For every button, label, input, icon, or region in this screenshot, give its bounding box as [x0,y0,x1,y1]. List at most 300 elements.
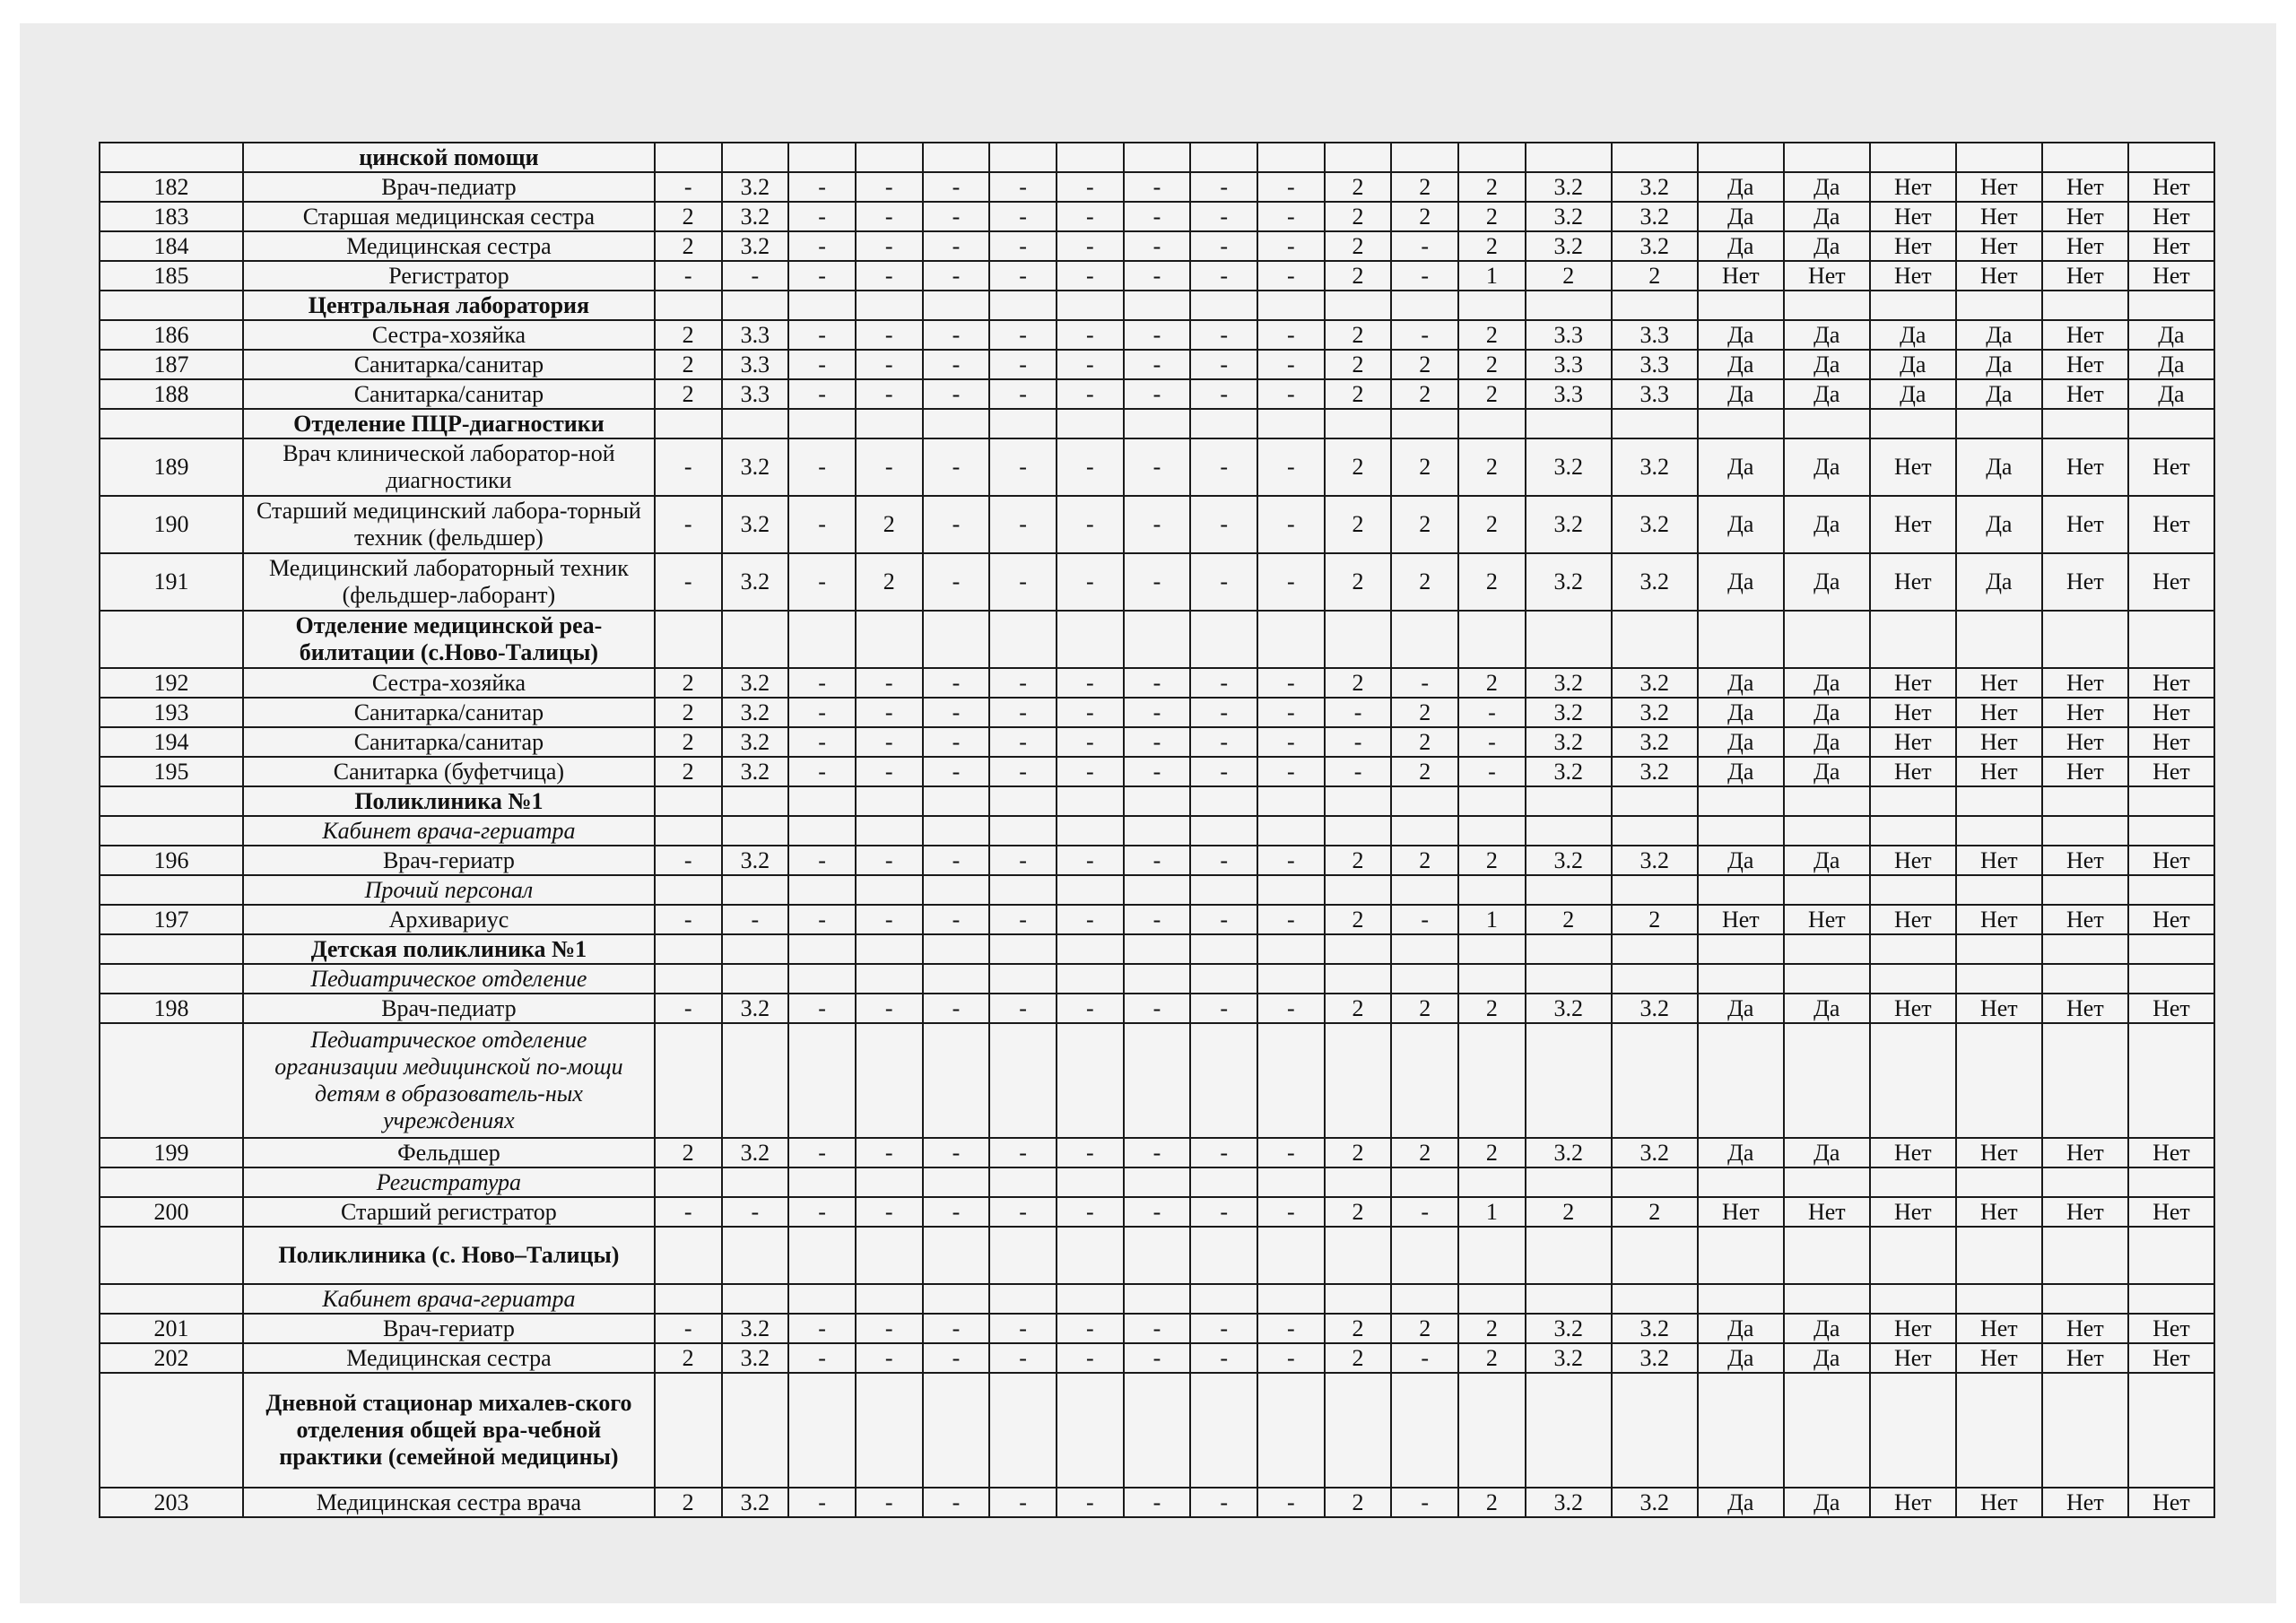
subsection-header-row [100,1284,2214,1314]
value-cell [1124,786,1191,816]
value-cell: - [856,994,923,1023]
value-cell [1391,1227,1458,1284]
value-cell [923,1227,990,1284]
value-cell [1391,611,1458,668]
value-cell: - [856,379,923,409]
value-cell: 2 [1612,261,1698,291]
value-cell: Нет [2042,350,2128,379]
value-cell: Нет [2042,1138,2128,1167]
position-name-cell: Санитарка (буфетчица) [243,757,655,786]
value-cell: - [1057,727,1124,757]
value-cell: Да [1784,757,1870,786]
value-cell [2042,291,2128,320]
value-cell [856,1284,923,1314]
value-cell [1458,934,1526,964]
value-cell: 2 [1325,905,1392,934]
value-cell: Да [1784,553,1870,611]
value-cell: 3.2 [1612,994,1698,1023]
value-cell: - [788,261,856,291]
value-cell: 2 [1391,350,1458,379]
value-cell: Нет [2042,905,2128,934]
value-cell [1698,143,1784,172]
value-cell: Да [2128,379,2214,409]
value-cell: - [788,1314,856,1343]
value-cell [1391,1167,1458,1197]
value-cell: Нет [1870,553,1956,611]
value-cell: - [989,379,1057,409]
value-cell [1612,409,1698,438]
value-cell [923,409,990,438]
value-cell [989,1284,1057,1314]
row-number-cell [100,1167,243,1197]
value-cell: 2 [1391,438,1458,496]
value-cell [1870,964,1956,994]
value-cell [856,786,923,816]
value-cell [722,875,789,905]
row-number-cell: 192 [100,668,243,698]
value-cell [1956,964,2042,994]
value-cell: 3.2 [722,1343,789,1373]
value-cell: - [788,698,856,727]
value-cell [2042,143,2128,172]
value-cell [1784,143,1870,172]
value-cell [1784,1167,1870,1197]
value-cell [722,964,789,994]
value-cell [1612,934,1698,964]
value-cell: - [788,379,856,409]
table-body [100,143,2214,1517]
value-cell: - [1057,1138,1124,1167]
value-cell: Нет [1870,1138,1956,1167]
value-cell: - [1057,1488,1124,1517]
value-cell: - [655,496,722,553]
value-cell [722,291,789,320]
value-cell [722,1284,789,1314]
value-cell [1526,1227,1612,1284]
value-cell: 2 [1325,320,1392,350]
value-cell: - [655,553,722,611]
row-number-cell: 195 [100,757,243,786]
value-cell: Да [1956,438,2042,496]
value-cell [1458,1284,1526,1314]
value-cell [1190,934,1257,964]
value-cell: 2 [1458,172,1526,202]
value-cell: 2 [1391,1314,1458,1343]
table-row [100,846,2214,875]
value-cell: 3.2 [1612,846,1698,875]
value-cell: - [989,727,1057,757]
value-cell: - [923,438,990,496]
row-number-cell [100,1227,243,1284]
value-cell: 2 [1325,1488,1392,1517]
value-cell: Нет [1956,1488,2042,1517]
value-cell: Нет [1698,261,1784,291]
value-cell: - [1257,172,1325,202]
value-cell [1870,1167,1956,1197]
value-cell: - [788,231,856,261]
value-cell [1190,816,1257,846]
value-cell: - [1190,261,1257,291]
value-cell: Да [1956,553,2042,611]
value-cell [1391,934,1458,964]
value-cell: - [655,1197,722,1227]
value-cell: Да [1784,438,1870,496]
value-cell: Нет [2042,496,2128,553]
value-cell: 2 [1325,231,1392,261]
value-cell: 2 [1458,846,1526,875]
value-cell [1956,934,2042,964]
value-cell [1190,875,1257,905]
value-cell: 3.2 [1526,668,1612,698]
value-cell: Да [1784,1314,1870,1343]
value-cell: Нет [2128,668,2214,698]
value-cell: Да [1698,496,1784,553]
value-cell: 2 [1391,846,1458,875]
value-cell [655,1023,722,1138]
value-cell: - [1325,757,1392,786]
value-cell [1325,409,1392,438]
value-cell [1698,291,1784,320]
value-cell: 3.2 [722,1314,789,1343]
value-cell: 3.3 [1612,350,1698,379]
value-cell [1612,291,1698,320]
value-cell: - [1124,553,1191,611]
value-cell [1956,786,2042,816]
value-cell [722,611,789,668]
value-cell [1325,934,1392,964]
value-cell: - [989,320,1057,350]
position-name-cell: Врач клинической лаборатор-ной диагностики [243,438,655,496]
value-cell: - [989,202,1057,231]
value-cell [1698,611,1784,668]
value-cell [1057,1227,1124,1284]
value-cell [1698,816,1784,846]
value-cell [1698,1373,1784,1488]
value-cell [989,1373,1057,1488]
value-cell: 3.2 [1526,846,1612,875]
value-cell: - [856,438,923,496]
value-cell [1612,611,1698,668]
value-cell: Нет [2128,846,2214,875]
value-cell: - [788,172,856,202]
value-cell: 3.2 [1526,202,1612,231]
value-cell: - [1458,698,1526,727]
value-cell: - [1325,698,1392,727]
value-cell [655,964,722,994]
value-cell [1325,875,1392,905]
value-cell [1458,143,1526,172]
value-cell: 3.2 [722,231,789,261]
value-cell [1458,611,1526,668]
section-header-row [100,1227,2214,1284]
value-cell [1526,1284,1612,1314]
value-cell: 3.2 [722,698,789,727]
value-cell: 2 [1325,668,1392,698]
value-cell [1124,1373,1191,1488]
value-cell: Нет [1870,1488,1956,1517]
value-cell [655,1373,722,1488]
value-cell: 3.2 [1612,668,1698,698]
value-cell: - [1124,172,1191,202]
value-cell: - [1057,1197,1124,1227]
value-cell [1325,816,1392,846]
value-cell: 3.2 [1526,757,1612,786]
value-cell: - [1190,668,1257,698]
value-cell: Да [1698,1138,1784,1167]
value-cell: - [989,350,1057,379]
position-name-cell: Старший медицинский лабора-торный техник (фельдшер) [243,496,655,553]
table-row [100,994,2214,1023]
position-name-cell: Врач-гериатр [243,846,655,875]
value-cell [2042,875,2128,905]
value-cell [1257,143,1325,172]
value-cell [1057,1373,1124,1488]
value-cell [1698,1023,1784,1138]
value-cell: Да [1784,994,1870,1023]
table-row [100,1138,2214,1167]
value-cell: Нет [2128,172,2214,202]
value-cell: Да [1784,1138,1870,1167]
value-cell [2128,1167,2214,1197]
value-cell: - [1124,668,1191,698]
value-cell: - [989,905,1057,934]
value-cell: Да [1870,379,1956,409]
value-cell: - [722,261,789,291]
value-cell: Да [1784,172,1870,202]
value-cell: - [1057,994,1124,1023]
value-cell [2128,964,2214,994]
value-cell: Нет [1956,846,2042,875]
value-cell: 2 [655,231,722,261]
section-header-row [100,934,2214,964]
value-cell: - [923,757,990,786]
row-number-cell: 203 [100,1488,243,1517]
value-cell [655,816,722,846]
value-cell: Да [1698,994,1784,1023]
value-cell [1870,291,1956,320]
value-cell: Нет [2042,698,2128,727]
value-cell [1124,875,1191,905]
value-cell: - [1257,1488,1325,1517]
value-cell: 3.2 [1612,231,1698,261]
value-cell [923,816,990,846]
value-cell: - [856,668,923,698]
value-cell [1526,816,1612,846]
value-cell: 2 [1458,994,1526,1023]
value-cell: - [989,1314,1057,1343]
row-number-cell: 194 [100,727,243,757]
value-cell: 3.2 [722,757,789,786]
value-cell: - [1257,1314,1325,1343]
position-name-cell: Поликлиника (с. Ново–Талицы) [243,1227,655,1284]
value-cell: - [923,379,990,409]
value-cell: Да [1956,379,2042,409]
value-cell: - [1458,727,1526,757]
value-cell [856,934,923,964]
value-cell [1325,786,1392,816]
value-cell: - [989,1343,1057,1373]
value-cell [1612,143,1698,172]
value-cell [788,964,856,994]
value-cell: 2 [1391,172,1458,202]
value-cell [1526,409,1612,438]
value-cell: Нет [2128,261,2214,291]
value-cell: - [923,1314,990,1343]
value-cell [1526,1023,1612,1138]
value-cell: 3.2 [722,994,789,1023]
row-number-cell: 183 [100,202,243,231]
value-cell: Да [1784,846,1870,875]
value-cell: 2 [1391,553,1458,611]
value-cell [1956,1167,2042,1197]
value-cell: - [1124,1197,1191,1227]
value-cell: Нет [1870,846,1956,875]
value-cell: 3.2 [1526,172,1612,202]
value-cell: - [856,261,923,291]
value-cell: - [1257,668,1325,698]
position-name-cell: Дневной стационар михалев-ского отделения общей вра-чебной практики (семейной медицины) [243,1373,655,1488]
value-cell [1784,1373,1870,1488]
value-cell: Да [2128,320,2214,350]
value-cell: Нет [1870,172,1956,202]
subsection-header-row [100,875,2214,905]
value-cell: Да [1956,320,2042,350]
value-cell: Нет [1956,668,2042,698]
value-cell: 2 [1325,438,1392,496]
value-cell: - [1190,994,1257,1023]
value-cell: - [1124,994,1191,1023]
value-cell: - [1391,1488,1458,1517]
value-cell: - [1257,727,1325,757]
value-cell: - [788,1488,856,1517]
value-cell: Нет [1956,1197,2042,1227]
value-cell: 3.2 [722,553,789,611]
value-cell: Нет [2128,1138,2214,1167]
value-cell: 2 [655,1343,722,1373]
value-cell: Нет [1870,698,1956,727]
value-cell: - [989,261,1057,291]
value-cell [1784,1227,1870,1284]
value-cell: Нет [1956,172,2042,202]
value-cell: 2 [1325,1343,1392,1373]
value-cell: - [923,202,990,231]
value-cell: - [1190,1343,1257,1373]
value-cell [1458,1227,1526,1284]
value-cell [1526,1373,1612,1488]
value-cell [1325,1284,1392,1314]
value-cell: - [1124,727,1191,757]
value-cell [2042,934,2128,964]
row-number-cell: 200 [100,1197,243,1227]
value-cell: Да [1698,1343,1784,1373]
value-cell [1325,964,1392,994]
value-cell: 2 [1325,379,1392,409]
value-cell: - [1257,1343,1325,1373]
table-row [100,379,2214,409]
value-cell: - [788,1197,856,1227]
value-cell: Да [2128,350,2214,379]
value-cell [788,611,856,668]
value-cell [1325,611,1392,668]
value-cell: - [923,846,990,875]
position-name-cell: Старшая медицинская сестра [243,202,655,231]
subsection-header-row [100,1167,2214,1197]
value-cell: 2 [1325,1314,1392,1343]
value-cell: Нет [1698,1197,1784,1227]
position-name-cell: Прочий персонал [243,875,655,905]
value-cell: - [1057,668,1124,698]
value-cell [722,1167,789,1197]
value-cell: Да [1698,698,1784,727]
value-cell: - [1257,553,1325,611]
value-cell: 2 [1391,202,1458,231]
value-cell [989,611,1057,668]
value-cell: Нет [2042,727,2128,757]
value-cell [788,291,856,320]
row-number-cell [100,786,243,816]
value-cell: 2 [655,757,722,786]
value-cell [1257,964,1325,994]
value-cell: - [1190,231,1257,261]
value-cell [856,611,923,668]
row-number-cell [100,409,243,438]
value-cell: 3.3 [1526,350,1612,379]
value-cell: - [1190,757,1257,786]
value-cell: Нет [2042,379,2128,409]
value-cell [788,1167,856,1197]
value-cell [1526,964,1612,994]
value-cell: 3.2 [722,1138,789,1167]
value-cell [2042,1284,2128,1314]
value-cell: - [788,905,856,934]
value-cell [1057,143,1124,172]
value-cell: Нет [1870,231,1956,261]
value-cell [722,1023,789,1138]
value-cell: - [655,846,722,875]
value-cell: - [989,668,1057,698]
value-cell [1057,611,1124,668]
value-cell: Да [1698,727,1784,757]
value-cell [1057,1023,1124,1138]
value-cell: 2 [1458,1343,1526,1373]
row-number-cell: 193 [100,698,243,727]
value-cell [1612,1227,1698,1284]
value-cell: - [923,553,990,611]
value-cell [1057,291,1124,320]
value-cell: Нет [2128,698,2214,727]
value-cell: - [923,1197,990,1227]
value-cell: - [923,698,990,727]
value-cell: 3.2 [722,727,789,757]
value-cell: 3.2 [1526,1488,1612,1517]
value-cell: - [1325,727,1392,757]
value-cell [1870,875,1956,905]
table-row [100,438,2214,496]
value-cell: Нет [1956,905,2042,934]
table-container [99,142,2215,1518]
value-cell: 3.2 [1612,1343,1698,1373]
value-cell [722,816,789,846]
value-cell: 3.2 [722,668,789,698]
section-header-row [100,1373,2214,1488]
value-cell [989,1227,1057,1284]
value-cell [1325,143,1392,172]
value-cell: - [1257,231,1325,261]
value-cell: - [1057,231,1124,261]
value-cell: 3.2 [1612,172,1698,202]
row-number-cell: 201 [100,1314,243,1343]
table-row [100,1197,2214,1227]
